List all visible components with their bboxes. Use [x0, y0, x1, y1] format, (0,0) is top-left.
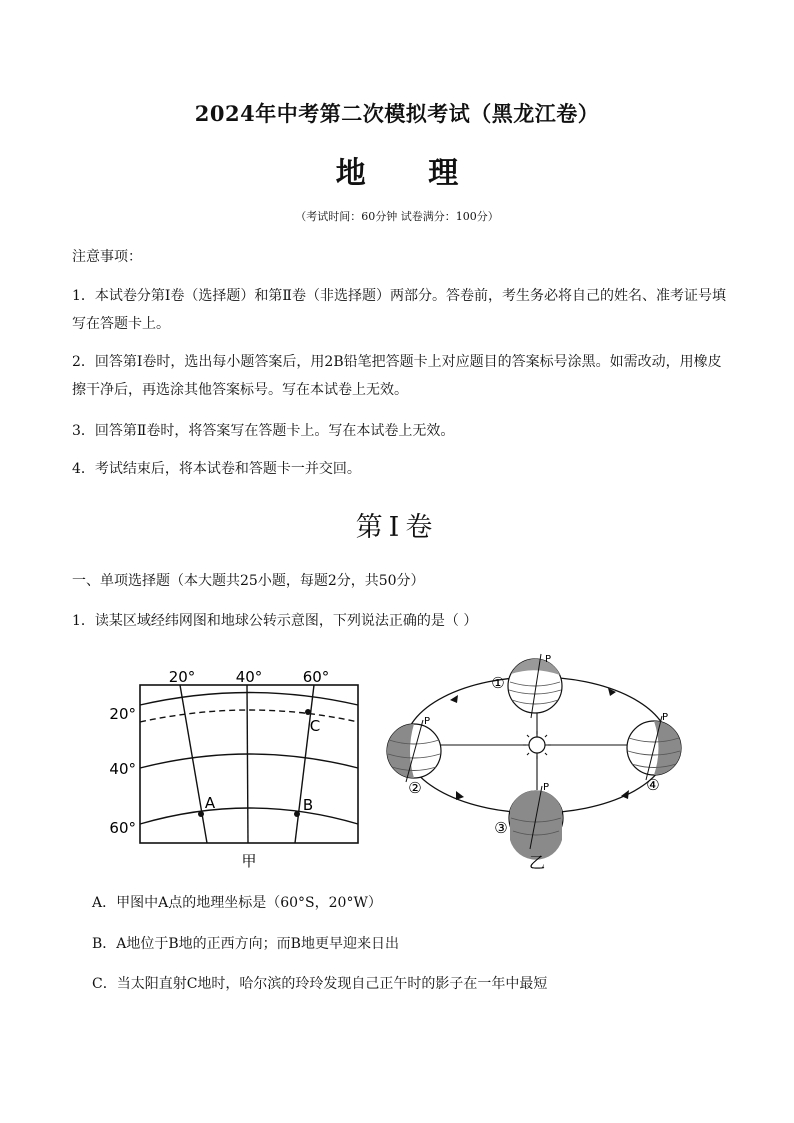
- notice-item-2: 2．回答第Ⅰ卷时，选出每小题答案后，用2B铅笔把答题卡上对应题目的答案标号涂黑。如需改动，用橡皮擦干净后，再选涂其他答案标号。写在本试卷上无效。: [72, 354, 722, 398]
- position-label-4: ④: [646, 776, 660, 794]
- axis-symbol-2: P: [424, 716, 431, 727]
- figure-yi-revolution-diagram: [380, 650, 695, 875]
- point-c-label: C: [309, 717, 321, 735]
- earth-globe-4: [627, 712, 681, 780]
- point-a-label: A: [204, 794, 216, 812]
- exam-info: （考试时间：60分钟 试卷满分：100分）: [295, 210, 499, 223]
- option-a: A．甲图中A点的地理坐标是（60°S，20°W）: [92, 895, 382, 911]
- point-b-label: B: [302, 796, 314, 814]
- axis-symbol-1: P: [545, 654, 552, 665]
- figure-yi-caption: 乙: [528, 853, 546, 872]
- axis-symbol-4: P: [662, 712, 669, 723]
- earth-globe-1: [508, 654, 562, 718]
- position-label-3: ③: [494, 819, 508, 837]
- lat-label-40: 40°: [109, 760, 136, 778]
- lat-label-20: 20°: [109, 705, 136, 723]
- question-1-stem: 1．读某区域经纬网图和地球公转示意图，下列说法正确的是（ ）: [72, 613, 478, 629]
- position-label-2: ②: [408, 779, 422, 797]
- option-c: C．当太阳直射C地时，哈尔滨的玲玲发现自己正午时的影子在一年中最短: [92, 976, 548, 992]
- section-heading: 一、单项选择题（本大题共25小题，每题2分，共50分）: [72, 573, 425, 589]
- notice-item-4: 4．考试结束后，将本试卷和答题卡一并交回。: [72, 461, 361, 477]
- position-label-1: ①: [491, 674, 505, 692]
- lat-label-60: 60°: [109, 819, 136, 837]
- figure-jia-caption: 甲: [241, 852, 257, 870]
- notice-item-3: 3．回答第Ⅱ卷时，将答案写在答题卡上。写在本试卷上无效。: [72, 423, 455, 439]
- lon-label-20: 20°: [168, 668, 196, 686]
- notice-heading: 注意事项：: [72, 249, 142, 265]
- lon-label-40: 40°: [235, 668, 263, 686]
- axis-symbol-3: P: [543, 782, 550, 793]
- earth-globe-3: [509, 782, 563, 860]
- lon-label-60: 60°: [302, 668, 330, 686]
- option-b: B．A地位于B地的正西方向；而B地更早迎来日出: [92, 936, 399, 952]
- notice-item-1: 1．本试卷分第Ⅰ卷（选择题）和第Ⅱ卷（非选择题）两部分。答卷前，考生务必将自己的姓名、准考证号填写在答题卡上。: [72, 288, 726, 332]
- exam-title: 2024年中考第二次模拟考试（黑龙江卷）: [194, 101, 600, 126]
- subject-title: 地 理: [335, 156, 485, 191]
- volume-title: 第Ⅰ卷: [355, 512, 439, 543]
- figure-jia-graticule-map: [100, 660, 370, 875]
- earth-globe-2: [387, 716, 441, 782]
